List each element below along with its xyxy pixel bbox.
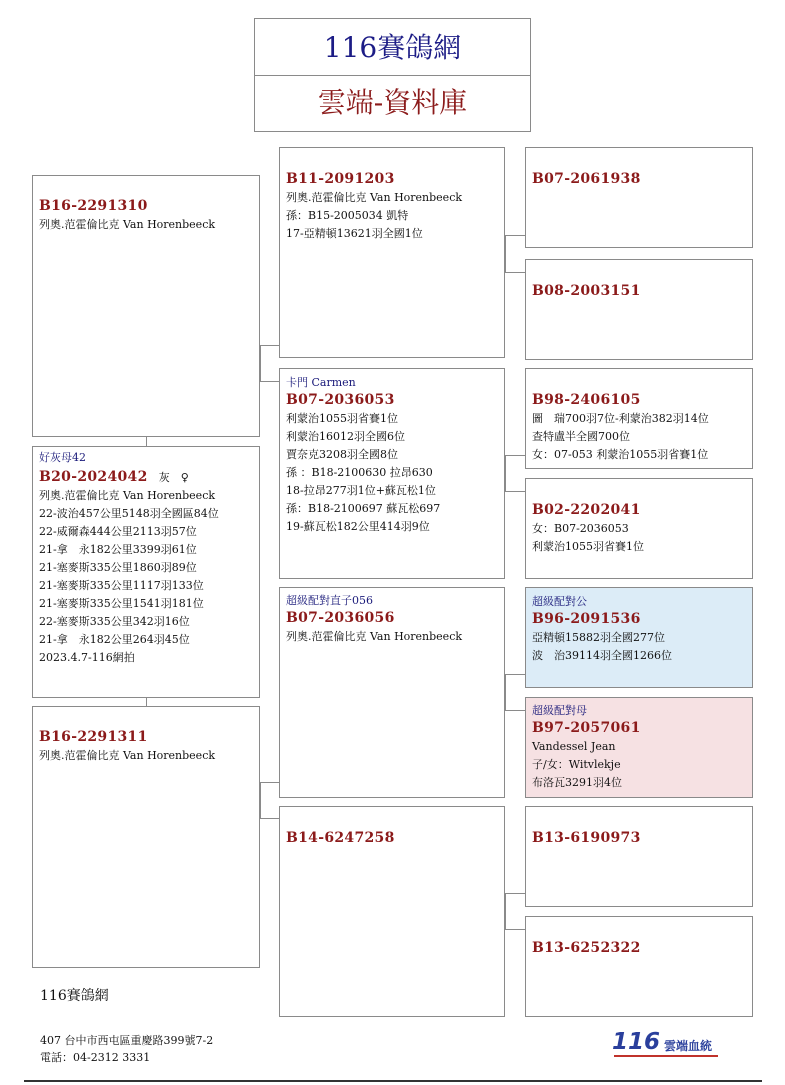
database-subtitle: 雲端-資料庫 (317, 86, 468, 119)
logo-underline (614, 1055, 718, 1057)
sire-sire-ring: B11-2091203 (286, 171, 395, 187)
sire-dam-prefix: 卡門 Carmen (286, 376, 356, 389)
ds-sire-line: 波 治39114羽全國1266位 (532, 649, 672, 662)
sire-sire-line: 列奧.范霍倫比克 Van Horenbeeck (286, 191, 463, 204)
connector-line (505, 455, 506, 491)
sire-dam-line: 孫 ：B18-2100630 拉昂630 (286, 466, 433, 479)
ds-dam-line: 布洛瓦3291羽4位 (532, 776, 622, 789)
connector-line (505, 235, 506, 272)
sire-dam-line: 賈奈克3208羽全國8位 (286, 448, 398, 461)
subject-ring: B20-2024042 (39, 469, 148, 485)
sire-card[interactable] (32, 175, 260, 437)
sd-sire-line: 圖 瑞700羽7位-利蒙治382羽14位 (532, 412, 709, 425)
connector-line (505, 893, 525, 894)
connector-line (505, 455, 525, 456)
subject-line: 21-塞麥斯335公里1860羽89位 (39, 561, 197, 574)
sd-sire-line: 查特盧半全國700位 (532, 430, 630, 443)
ss-dam-ring: B08-2003151 (532, 283, 641, 299)
ds-dam-card[interactable] (525, 697, 753, 798)
connector-line (505, 491, 525, 492)
connector-line (260, 782, 261, 818)
subject-line: 21-拿 永182公里3399羽61位 (39, 543, 197, 556)
subject-line: 22-威爾森444公里2113羽57位 (39, 525, 197, 538)
footer-brand: 116賽鴿網 (40, 988, 109, 1004)
sire-dam-ring: B07-2036053 (286, 392, 395, 408)
subject-line: 21-拿 永182公里264羽45位 (39, 633, 190, 646)
subject-color-sex: 灰 ♀ (158, 471, 189, 484)
sd-dam-line: 利蒙治1055羽省賽1位 (532, 540, 644, 553)
dam-sire-prefix: 超級配對直子056 (286, 594, 373, 607)
ds-dam-prefix: 超級配對母 (532, 704, 587, 717)
logo-number: 116 (612, 1029, 661, 1055)
site-title: 116賽鴿網 (255, 19, 530, 76)
dam-dam-card[interactable] (279, 806, 505, 1017)
sd-sire-ring: B98-2406105 (532, 392, 641, 408)
sire-dam-line: 19-蘇瓦松182公里414羽9位 (286, 520, 430, 533)
sd-dam-line: 女：B07-2036053 (532, 522, 629, 535)
connector-line (505, 929, 525, 930)
ds-sire-line: 亞精頓15882羽全國277位 (532, 631, 665, 644)
connector-line (505, 235, 525, 236)
dd-dam-ring: B13-6252322 (532, 940, 641, 956)
subject-line: 21-塞麥斯335公里1117羽133位 (39, 579, 204, 592)
connector-line (505, 710, 525, 711)
ss-sire-ring: B07-2061938 (532, 171, 641, 187)
dd-sire-ring: B13-6190973 (532, 830, 641, 846)
connector-line (260, 345, 261, 381)
brand-logo[interactable] (612, 1030, 712, 1054)
header-title-box (254, 18, 531, 132)
connector-line (260, 782, 279, 783)
subject-line: 22-波治457公里5148羽全國區84位 (39, 507, 219, 520)
ss-dam-card[interactable] (525, 259, 753, 360)
connector-line (260, 345, 279, 346)
connector-line (146, 437, 147, 446)
footer-contact (40, 1032, 213, 1066)
sire-dam-line: 孫：B18-2100697 蘇瓦松697 (286, 502, 441, 515)
sd-dam-ring: B02-2202041 (532, 502, 641, 518)
sd-sire-card[interactable] (525, 368, 753, 469)
sd-sire-line: 女：07-053 利蒙治1055羽省賽1位 (532, 448, 709, 461)
connector-line (505, 893, 506, 929)
sire-sire-line: 17-亞精頓13621羽全國1位 (286, 227, 423, 240)
logo-text: 雲端血統 (664, 1039, 713, 1053)
ds-dam-line: Vandessel Jean (532, 740, 616, 753)
sire-line: 列奧.范霍倫比克 Van Horenbeeck (39, 218, 216, 231)
ss-sire-card[interactable] (525, 147, 753, 248)
sire-ring: B16-2291310 (39, 198, 148, 214)
subject-prefix: 好灰母42 (39, 451, 86, 464)
subject-line: 2023.4.7-116網拍 (39, 651, 135, 664)
sire-dam-card[interactable] (279, 368, 505, 579)
dam-sire-card[interactable] (279, 587, 505, 798)
dd-dam-card[interactable] (525, 916, 753, 1017)
sd-dam-card[interactable] (525, 478, 753, 579)
dd-sire-card[interactable] (525, 806, 753, 907)
sire-sire-card[interactable] (279, 147, 505, 358)
subject-line: 列奧.范霍倫比克 Van Horenbeeck (39, 489, 216, 502)
ds-sire-ring: B96-2091536 (532, 611, 641, 627)
connector-line (505, 272, 525, 273)
subject-line: 22-塞麥斯335公里342羽16位 (39, 615, 190, 628)
dam-ring: B16-2291311 (39, 729, 148, 745)
sire-sire-line: 孫：B15-2005034 凱特 (286, 209, 409, 222)
ds-dam-ring: B97-2057061 (532, 720, 641, 736)
connector-line (505, 674, 506, 710)
connector-line (260, 818, 279, 819)
subject-line: 21-塞麥斯335公里1541羽181位 (39, 597, 204, 610)
sire-dam-line: 利蒙治1055羽省賽1位 (286, 412, 398, 425)
dam-card[interactable] (32, 706, 260, 968)
sire-dam-line: 利蒙治16012羽全國6位 (286, 430, 405, 443)
footer-address: 407 台中市西屯區重慶路399號7-2 (40, 1034, 214, 1047)
ds-sire-prefix: 超級配對公 (532, 595, 587, 608)
dam-dam-ring: B14-6247258 (286, 830, 395, 846)
connector-line (505, 674, 525, 675)
footer-phone: 電話：04-2312 3331 (40, 1051, 151, 1064)
dam-line: 列奧.范霍倫比克 Van Horenbeeck (39, 749, 216, 762)
connector-line (146, 698, 147, 706)
bottom-divider (24, 1080, 762, 1082)
connector-line (260, 381, 279, 382)
dam-sire-line: 列奧.范霍倫比克 Van Horenbeeck (286, 630, 463, 643)
dam-sire-ring: B07-2036056 (286, 610, 395, 626)
ds-dam-line: 子/女：Witvlekje (532, 758, 621, 771)
subject-card[interactable] (32, 446, 260, 698)
ds-sire-card[interactable] (525, 587, 753, 688)
sire-dam-line: 18-拉昂277羽1位+蘇瓦松1位 (286, 484, 436, 497)
